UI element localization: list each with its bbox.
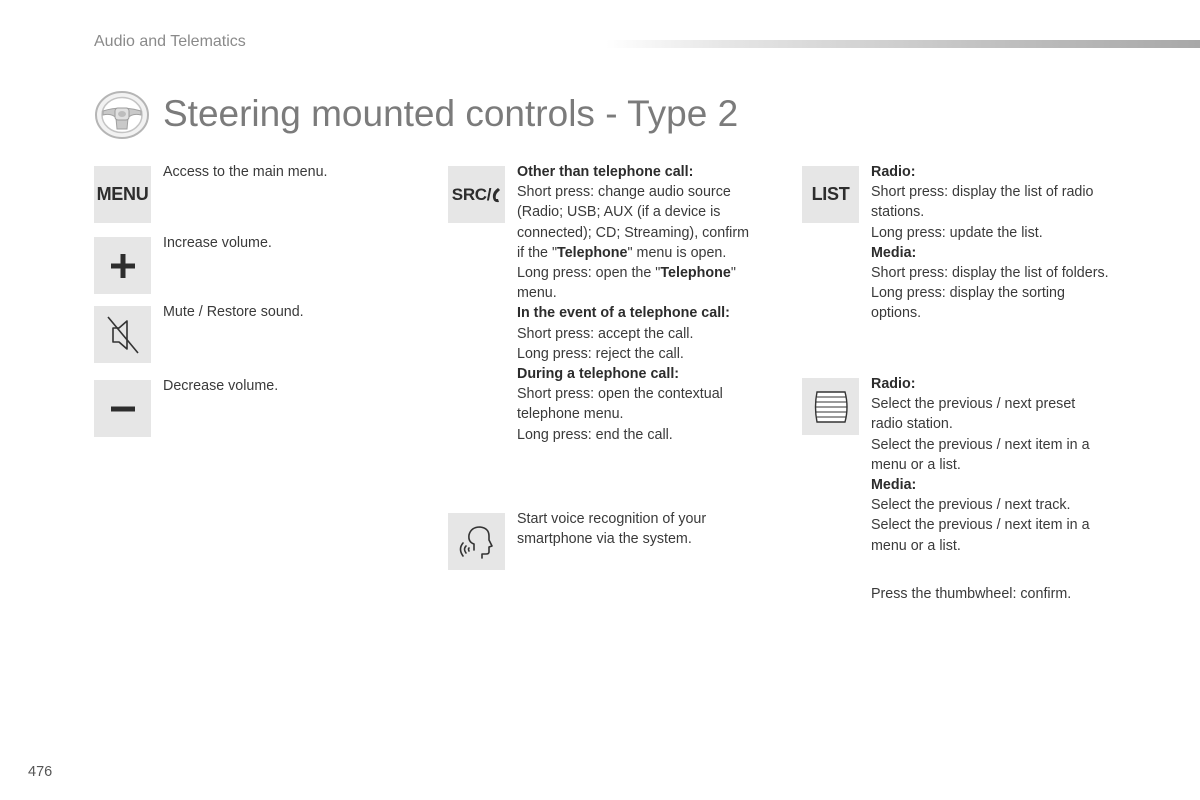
- list-radio-short-line-1: Short press: display the list of radio: [871, 184, 1094, 201]
- list-radio-short-line-2: stations.: [871, 204, 925, 221]
- thumbwheel-radio-heading: Radio:: [871, 376, 916, 392]
- thumbwheel-radio-line-2: radio station.: [871, 416, 953, 433]
- src-short-press-line-2: (Radio; USB; AUX (if a device is: [517, 204, 721, 221]
- thumbwheel-description: [871, 374, 1090, 556]
- src-short-press-line-1: Short press: change audio source: [517, 184, 731, 201]
- text-fragment: Long press: open the ": [517, 265, 661, 282]
- page-title: Steering mounted controls - Type 2: [163, 93, 739, 134]
- src-description: [517, 162, 749, 445]
- during-call-heading: During a telephone call:: [517, 366, 680, 383]
- src-long-press-line-1: [517, 263, 749, 283]
- src-long-press-line-2: menu.: [517, 285, 557, 302]
- thumbwheel-media-line-1: Select the previous / next track.: [871, 497, 1071, 514]
- text-fragment: " menu is open.: [627, 244, 727, 261]
- thumbwheel-confirm-text: Press the thumbwheel: confirm.: [871, 586, 1072, 602]
- list-description: [871, 162, 1109, 324]
- telephone-menu-name: Telephone: [557, 244, 628, 261]
- src-short-press-line-4: [517, 243, 749, 263]
- event-call-heading: In the event of a telephone call:: [517, 305, 730, 322]
- header-rule: [606, 40, 1200, 48]
- voice-recognition-icon: [457, 522, 497, 562]
- menu-description: [163, 162, 328, 182]
- mute-speaker-icon: [105, 313, 141, 357]
- other-call-heading: Other than telephone call:: [517, 164, 694, 180]
- src-short-press-line-3: connected); CD; Streaming), confirm: [517, 224, 750, 241]
- thumbwheel-confirm: [871, 584, 1071, 604]
- mute-button-icon: [94, 306, 151, 363]
- thumbwheel-radio-line-3: Select the previous / next item in a: [871, 436, 1090, 453]
- phone-handset-icon: [491, 187, 501, 203]
- accept-call-text: Short press: accept the call.: [517, 325, 694, 342]
- text-fragment: ": [730, 265, 736, 282]
- thumbwheel-radio-line-4: menu or a list.: [871, 456, 961, 473]
- list-media-long-line-1: Long press: display the sorting: [871, 285, 1065, 302]
- end-call-text: Long press: end the call.: [517, 426, 673, 443]
- menu-button-icon: [94, 166, 151, 223]
- list-media-heading: Media:: [871, 244, 917, 261]
- list-media-short: Short press: display the list of folders.: [871, 265, 1109, 282]
- list-button-icon: [802, 166, 859, 223]
- thumbwheel-media-line-2: Select the previous / next item in a: [871, 517, 1090, 534]
- thumbwheel-button-icon: [802, 378, 859, 435]
- voice-line-2: smartphone via the system.: [517, 531, 692, 548]
- volume-up-button-icon: [94, 237, 151, 294]
- voice-line-1: Start voice recognition of your: [517, 511, 707, 527]
- voice-button-icon: [448, 513, 505, 570]
- minus-icon: [110, 405, 136, 413]
- thumbwheel-media-heading: Media:: [871, 477, 917, 494]
- src-button-icon: [448, 166, 505, 223]
- voice-description: [517, 509, 706, 549]
- list-media-long-line-2: options.: [871, 305, 922, 322]
- menu-icon-label: MENU: [96, 184, 149, 204]
- list-radio-heading: Radio:: [871, 164, 916, 180]
- menu-description-text: Access to the main menu.: [163, 164, 328, 180]
- volume-up-text: Increase volume.: [163, 235, 272, 251]
- text-fragment: if the ": [517, 244, 558, 261]
- list-radio-long: Long press: update the list.: [871, 224, 1043, 241]
- section-label: Audio and Telematics: [94, 33, 246, 50]
- mute-description: [163, 302, 304, 322]
- volume-up-description: [163, 233, 272, 253]
- contextual-menu-line-2: telephone menu.: [517, 406, 624, 423]
- plus-icon: [110, 253, 136, 279]
- page-number: 476: [28, 764, 53, 780]
- telephone-menu-name: Telephone: [660, 265, 731, 282]
- list-icon-label: LIST: [811, 184, 850, 204]
- steering-wheel-icon: [94, 90, 150, 140]
- contextual-menu-line-1: Short press: open the contextual: [517, 386, 723, 403]
- volume-down-text: Decrease volume.: [163, 378, 279, 394]
- reject-call-text: Long press: reject the call.: [517, 345, 684, 362]
- thumbwheel-media-line-3: menu or a list.: [871, 537, 961, 554]
- thumbwheel-radio-line-1: Select the previous / next preset: [871, 396, 1076, 413]
- mute-text: Mute / Restore sound.: [163, 304, 304, 320]
- thumbwheel-icon: [811, 390, 851, 424]
- src-icon-label: SRC/: [451, 184, 492, 204]
- volume-down-description: [163, 376, 278, 396]
- volume-down-button-icon: [94, 380, 151, 437]
